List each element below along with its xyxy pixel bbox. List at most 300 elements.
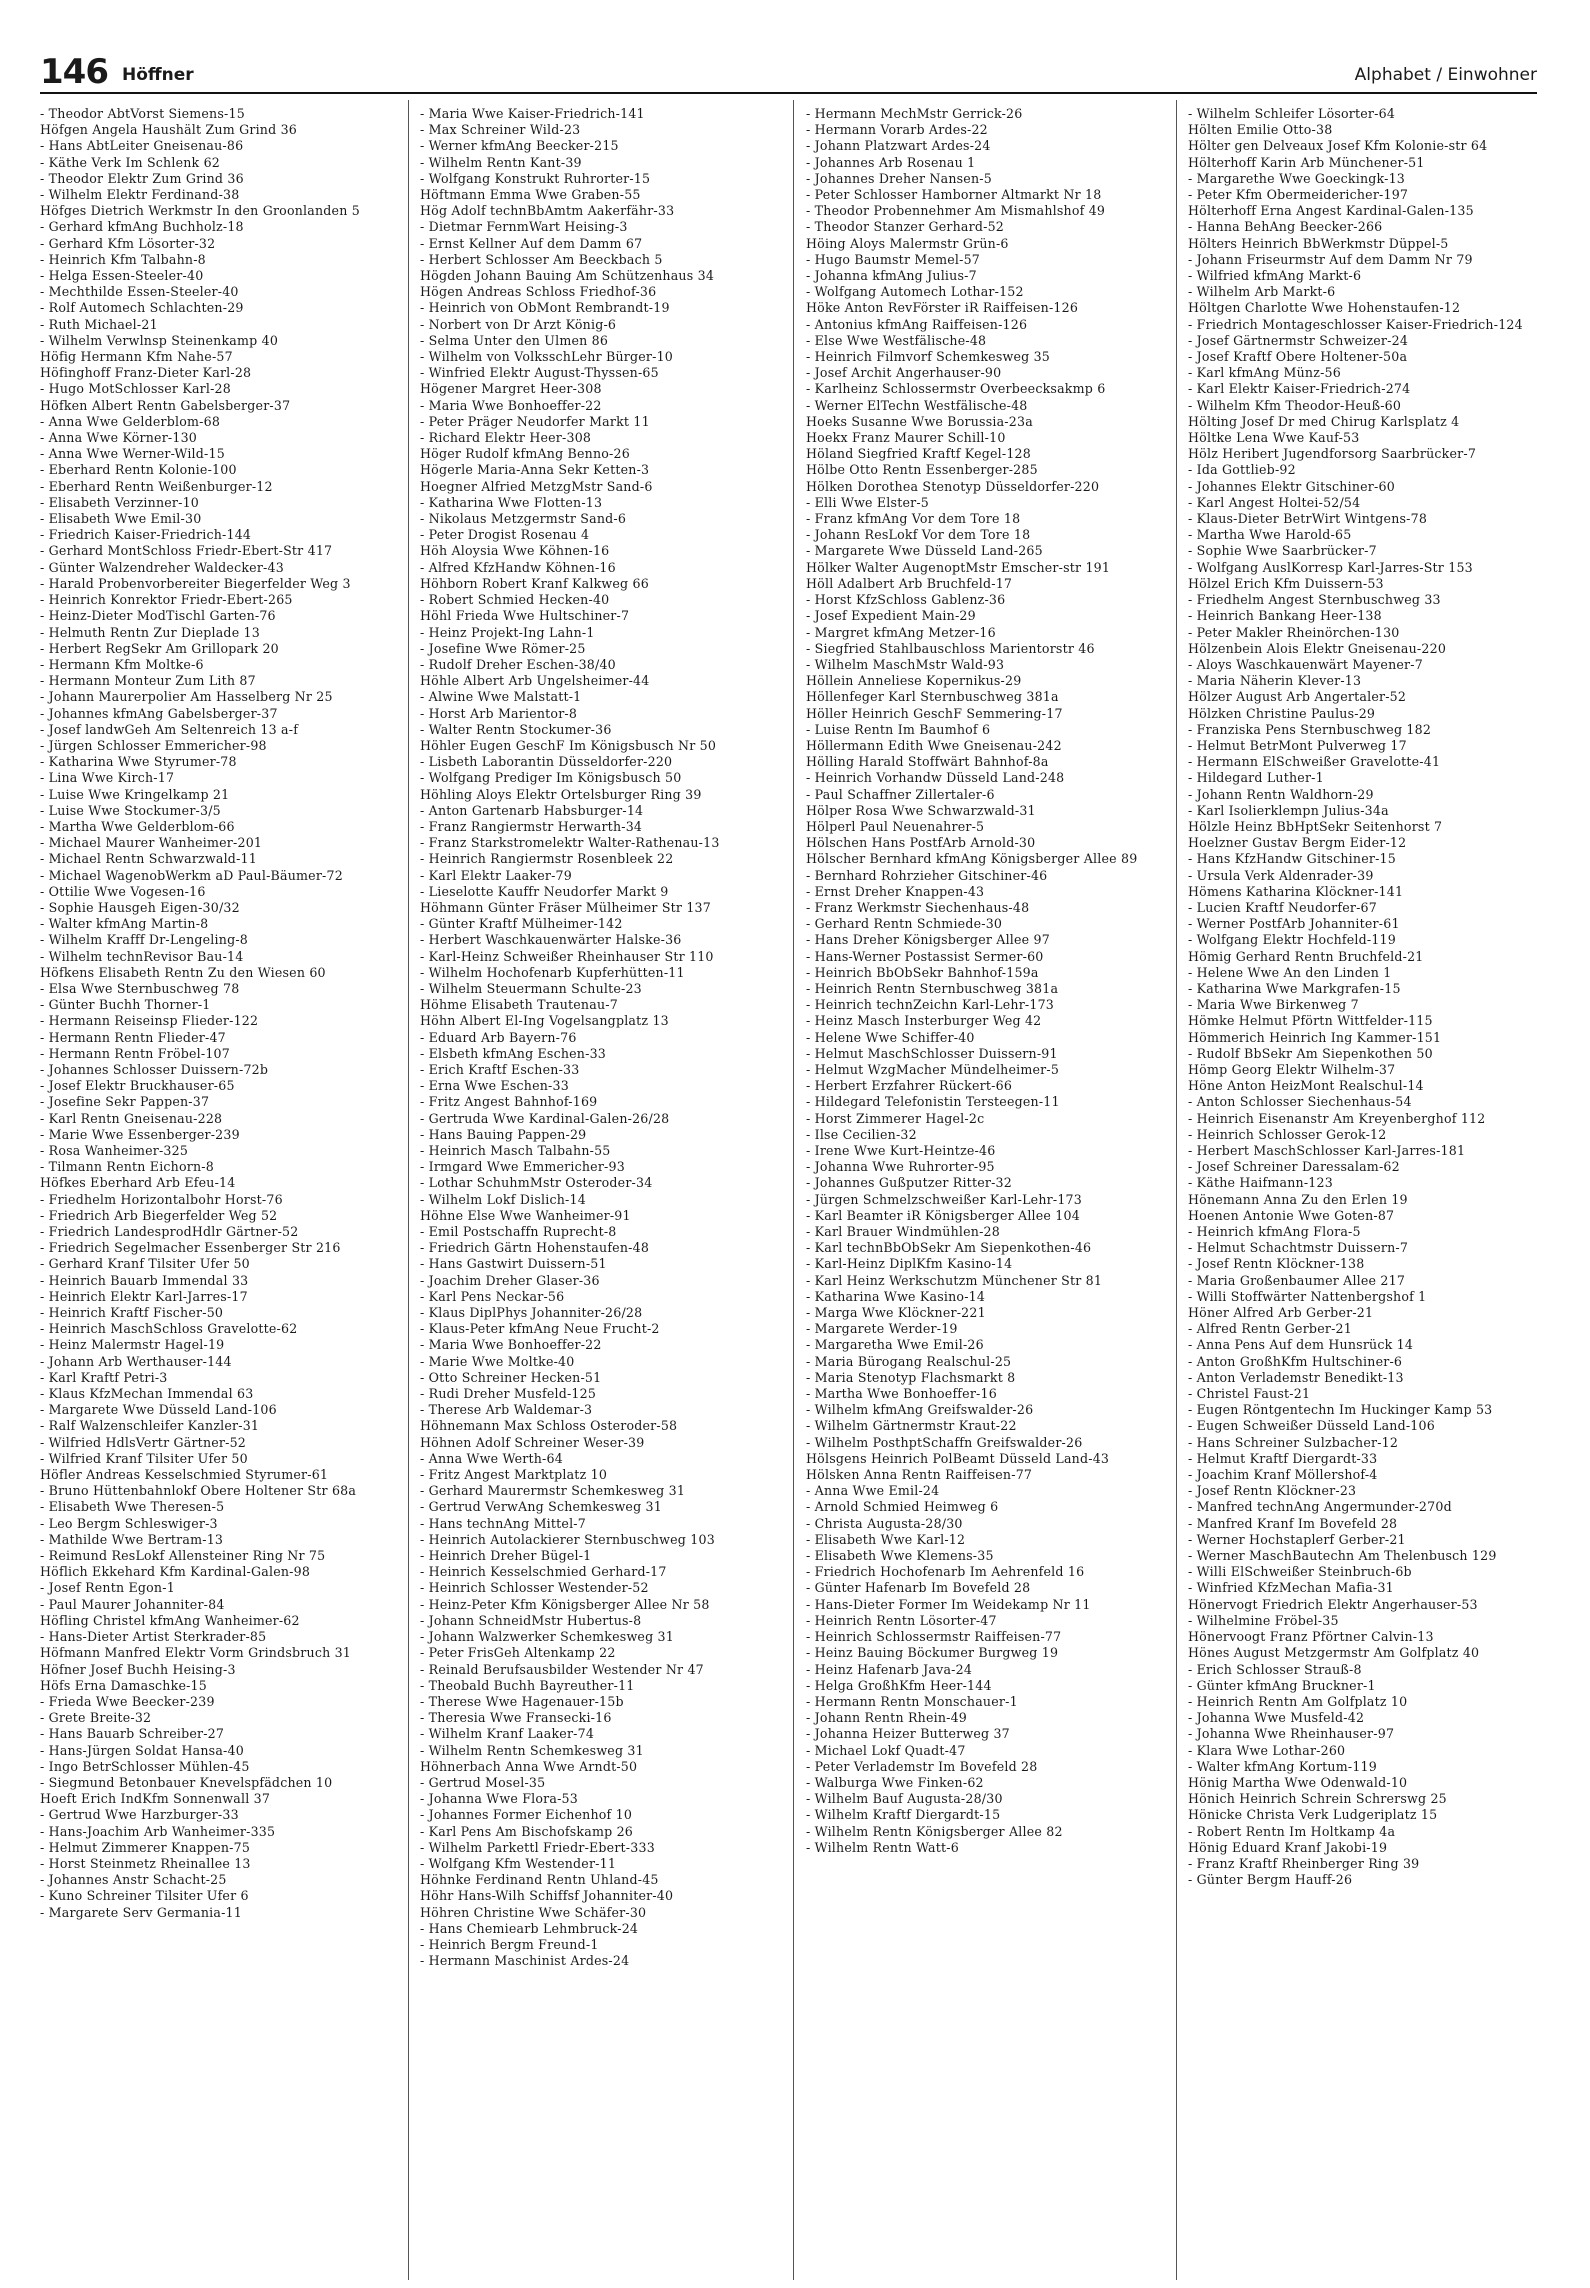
directory-entry: Höhmann Günter Fräser Mülheimer Str 137: [420, 899, 711, 915]
directory-entry: - Hermann Reiseinsp Flieder-122: [40, 1013, 259, 1029]
directory-entry: - Josefine Wwe Römer-25: [420, 640, 586, 656]
directory-entry: - Anna Wwe Gelderblom-68: [40, 413, 221, 429]
directory-entry: Höke Anton RevFörster iR Raiffeisen-126: [806, 300, 1079, 316]
directory-entry: - Hildegard Luther-1: [1188, 770, 1324, 786]
directory-entry: - Grete Breite-32: [40, 1710, 152, 1726]
directory-entry: - Karl Rentn Gneisenau-228: [40, 1110, 223, 1126]
directory-entry: Hönicke Christa Verk Ludgeriplatz 15: [1188, 1807, 1438, 1823]
directory-entry: Hömens Katharina Klöckner-141: [1188, 883, 1404, 899]
directory-entry: - Theodor AbtVorst Siemens-15: [40, 106, 245, 121]
directory-entry: - Josef Archit Angerhauser-90: [806, 365, 1002, 381]
column-divider: [408, 100, 409, 2280]
directory-entry: - Fritz Angest Marktplatz 10: [420, 1467, 608, 1483]
directory-entry: Höller Heinrich GeschF Semmering-17: [806, 705, 1063, 721]
directory-entry: - Werner kfmAng Beecker-215: [420, 138, 619, 154]
directory-entry: - Wilhelm Kraftf Diergardt-15: [806, 1807, 1001, 1823]
directory-entry: - Irmgard Wwe Emmericher-93: [420, 1159, 625, 1175]
directory-entry: - Hans Bauarb Schreiber-27: [40, 1726, 225, 1742]
directory-entry: Hölzken Christine Paulus-29: [1188, 705, 1376, 721]
directory-entry: - Peter Kfm Obermeidericher-197: [1188, 187, 1409, 203]
directory-entry: Höhnerbach Anna Wwe Arndt-50: [420, 1758, 638, 1774]
directory-entry: Höfling Christel kfmAng Wanheimer-62: [40, 1612, 300, 1628]
directory-entry: - Elisabeth Wwe Theresen-5: [40, 1499, 225, 1515]
directory-entry: - Günter Kraftf Mülheimer-142: [420, 916, 623, 932]
directory-entry: - Hermann Rentn Fröbel-107: [40, 1045, 230, 1061]
directory-entry: Höne Anton HeizMont Realschul-14: [1188, 1078, 1424, 1094]
directory-entry: - Wilhelm Bauf Augusta-28/30: [806, 1791, 1003, 1807]
directory-entry: - Lucien Kraftf Neudorfer-67: [1188, 899, 1377, 915]
directory-entry: Höhn Albert El-Ing Vogelsangplatz 13: [420, 1013, 669, 1029]
directory-entry: - Theresia Wwe Fransecki-16: [420, 1710, 612, 1726]
directory-entry: - Eberhard Rentn Kolonie-100: [40, 462, 237, 478]
directory-entry: Hönervoogt Franz Pförtner Calvin-13: [1188, 1629, 1434, 1645]
running-head-name: Höffner: [122, 65, 194, 85]
directory-entry: - Joachim Dreher Glaser-36: [420, 1272, 600, 1288]
directory-entry: Hönig Martha Wwe Odenwald-10: [1188, 1774, 1408, 1790]
directory-entry: - Josef Kraftf Obere Holtener-50a: [1188, 349, 1408, 365]
directory-entry: - Helmut MaschSchlosser Duissern-91: [806, 1045, 1058, 1061]
directory-entry: - Heinrich kfmAng Flora-5: [1188, 1224, 1361, 1240]
directory-entry: - Wilhelm Hochofenarb Kupferhütten-11: [420, 964, 685, 980]
column-divider: [793, 100, 794, 2280]
directory-entry: - Johannes Arb Rosenau 1: [806, 154, 976, 170]
directory-entry: - Marie Wwe Moltke-40: [420, 1353, 575, 1369]
directory-entry: - Friedrich Kaiser-Friedrich-144: [40, 527, 252, 543]
directory-entry: - Rosa Wanheimer-325: [40, 1143, 189, 1158]
directory-entry: - Herbert Erzfahrer Rückert-66: [806, 1078, 1013, 1094]
directory-entry: - Günter Buchh Thorner-1: [40, 997, 211, 1013]
directory-entry: - Johannes kfmAng Gabelsberger-37: [40, 705, 278, 721]
directory-entry: Hölken Dorothea Stenotyp Düsseldorfer-220: [806, 478, 1100, 494]
directory-entry: - Friedrich LandesprodHdlr Gärtner-52: [40, 1224, 299, 1240]
directory-entry: - Johannes Dreher Nansen-5: [806, 170, 992, 186]
directory-entry: - Paul Schaffner Zillertaler-6: [806, 786, 995, 802]
directory-entry: - Eberhard Rentn Weißenburger-12: [40, 478, 273, 494]
column-divider: [1176, 100, 1177, 2280]
directory-entry: Höfig Hermann Kfm Nahe-57: [40, 349, 233, 365]
directory-entry: - Sophie Wwe Saarbrücker-7: [1188, 543, 1377, 559]
directory-entry: - Otto Schreiner Hecken-51: [420, 1369, 602, 1385]
directory-entry: - Friedhelm Angest Sternbuschweg 33: [1188, 592, 1441, 608]
directory-entry: - Karl-Heinz DiplKfm Kasino-14: [806, 1256, 1013, 1272]
directory-entry: - Elisabeth Wwe Karl-12: [806, 1531, 966, 1547]
directory-entry: - Wilfried Kranf Tilsiter Ufer 50: [40, 1450, 248, 1466]
directory-entry: - Wilhelm PosthptSchaffn Greifswalder-26: [806, 1434, 1083, 1450]
directory-entry: Hölscher Bernhard kfmAng Königsberger Allee 89: [806, 851, 1138, 867]
directory-entry: - Heinrich Schlosser Gerok-12: [1188, 1126, 1387, 1142]
directory-entry: - Herbert Waschkauenwärter Halske-36: [420, 932, 682, 948]
directory-entry: - Ernst Kellner Auf dem Damm 67: [420, 235, 643, 251]
directory-entry: - Fritz Angest Bahnhof-169: [420, 1094, 598, 1110]
directory-entry: - Hanna BehAng Beecker-266: [1188, 219, 1383, 235]
directory-entry: - Margarete Wwe Düsseld Land-265: [806, 543, 1043, 559]
directory-entry: - Elli Wwe Elster-5: [806, 494, 930, 510]
directory-entry: - Karl Pens Am Bischofskamp 26: [420, 1823, 633, 1839]
directory-entry: - Gerhard Kranf Tilsiter Ufer 50: [40, 1256, 250, 1272]
directory-entry: - Frieda Wwe Beecker-239: [40, 1693, 215, 1709]
directory-entry: Hölschen Hans PostfArb Arnold-30: [806, 835, 1036, 851]
directory-entry: Hömig Gerhard Rentn Bruchfeld-21: [1188, 948, 1424, 964]
directory-entry: - Theodor Probennehmer Am Mismahlshof 49: [806, 203, 1106, 219]
directory-entry: - Hans KfzHandw Gitschiner-15: [1188, 851, 1396, 867]
directory-entry: Hönemann Anna Zu den Erlen 19: [1188, 1191, 1408, 1207]
directory-entry: - Katharina Wwe Flotten-13: [420, 494, 603, 510]
directory-entry: Hölters Heinrich BbWerkmstr Düppel-5: [1188, 235, 1449, 251]
directory-entry: - Wilfried kfmAng Markt-6: [1188, 268, 1362, 284]
directory-entry: - Manfred technAng Angermunder-270d: [1188, 1499, 1452, 1515]
directory-entry: - Selma Unter den Ulmen 86: [420, 332, 609, 348]
directory-entry: - Klara Wwe Lothar-260: [1188, 1742, 1346, 1758]
directory-entry: - Joachim Kranf Möllershof-4: [1188, 1467, 1378, 1483]
directory-entry: Hoekx Franz Maurer Schill-10: [806, 430, 1006, 446]
directory-entry: - Wilfried HdlsVertr Gärtner-52: [40, 1434, 247, 1450]
directory-entry: - Katharina Wwe Styrumer-78: [40, 754, 237, 770]
directory-entry: Höfmann Manfred Elektr Vorm Grindsbruch 31: [40, 1645, 352, 1661]
directory-entry: - Maria Näherin Klever-13: [1188, 673, 1362, 689]
directory-entry: - Josef Rentn Egon-1: [40, 1580, 175, 1596]
directory-entry: - Gertrud VerwAng Schemkesweg 31: [420, 1499, 662, 1515]
directory-entry: - Helene Wwe Schiffer-40: [806, 1029, 975, 1045]
directory-entry: - Johann Friseurmstr Auf dem Damm Nr 79: [1188, 251, 1473, 267]
directory-entry: - Wilhelm Parkettl Friedr-Ebert-333: [420, 1839, 655, 1855]
directory-entry: - Josefine Sekr Pappen-37: [40, 1094, 210, 1110]
directory-entry: Höhren Christine Wwe Schäfer-30: [420, 1904, 647, 1920]
directory-entry: Hölz Heribert Jugendforsorg Saarbrücker-7: [1188, 446, 1477, 462]
directory-entry: - Wilhelm Gärtnermstr Kraut-22: [806, 1418, 1017, 1434]
directory-entry: - Heinrich Rentn Sternbuschweg 381a: [806, 980, 1059, 996]
directory-entry: - Franz Werkmstr Siechenhaus-48: [806, 899, 1030, 915]
directory-entry: - Walter Rentn Stockumer-36: [420, 721, 612, 737]
directory-entry: - Lina Wwe Kirch-17: [40, 770, 175, 786]
directory-entry: - Margarete Serv Germania-11: [40, 1904, 242, 1920]
directory-entry: - Hermann Vorarb Ardes-22: [806, 122, 988, 138]
directory-entry: - Michael WagenobWerkm aD Paul-Bäumer-72: [40, 867, 343, 883]
directory-entry: Högerle Maria-Anna Sekr Ketten-3: [420, 462, 650, 478]
directory-entry: Höfken Albert Rentn Gabelsberger-37: [40, 397, 291, 413]
directory-entry: Hönes August Metzgermstr Am Golfplatz 40: [1188, 1645, 1480, 1661]
directory-entry: - Karl Isolierklempn Julius-34a: [1188, 802, 1389, 818]
directory-entry: - Norbert von Dr Arzt König-6: [420, 316, 617, 332]
directory-entry: - Werner MaschBautechn Am Thelenbusch 129: [1188, 1548, 1497, 1564]
directory-entry: Höhne Else Wwe Wanheimer-91: [420, 1207, 631, 1223]
directory-entry: - Rolf Automech Schlachten-29: [40, 300, 244, 316]
directory-entry: - Wilhelm von VolksschLehr Bürger-10: [420, 349, 674, 365]
directory-entry: - Helmut Kraftf Diergardt-33: [1188, 1450, 1378, 1466]
directory-entry: - Siegmund Betonbauer Knevelspfädchen 10: [40, 1774, 333, 1790]
directory-entry: - Josef Rentn Klöckner-23: [1188, 1483, 1357, 1499]
directory-entry: Hoeft Erich IndKfm Sonnenwall 37: [40, 1791, 271, 1807]
directory-entry: Höftmann Emma Wwe Graben-55: [420, 187, 641, 203]
directory-entry: - Johann Rentn Rhein-49: [806, 1710, 968, 1726]
directory-entry: - Margaretha Wwe Emil-26: [806, 1337, 984, 1353]
directory-entry: Hölling Harald Stoffwärt Bahnhof-8a: [806, 754, 1049, 770]
directory-entry: - Luise Wwe Stockumer-3/5: [40, 802, 221, 818]
directory-entry: Hölsgens Heinrich PolBeamt Düsseld Land-43: [806, 1450, 1110, 1466]
directory-entry: Hölperl Paul Neuenahrer-5: [806, 818, 985, 834]
directory-entry: - Johann ResLokf Vor dem Tore 18: [806, 527, 1031, 543]
directory-entry: - Günter Walzendreher Waldecker-43: [40, 559, 284, 575]
directory-entry: - Elisabeth Wwe Klemens-35: [806, 1548, 994, 1564]
directory-entry: - Mathilde Wwe Bertram-13: [40, 1531, 224, 1547]
directory-entry: - Willi Stoffwärter Nattenbergshof 1: [1188, 1288, 1427, 1304]
directory-entry: - Horst KfzSchloss Gablenz-36: [806, 592, 1006, 608]
directory-entry: - Alwine Wwe Malstatt-1: [420, 689, 582, 705]
directory-entry: - Horst Steinmetz Rheinallee 13: [40, 1855, 251, 1871]
directory-entry: - Wilhelm Steuermann Schulte-23: [420, 980, 642, 996]
directory-entry: - Wilhelm Rentn Schemkesweg 31: [420, 1742, 644, 1758]
directory-entry: - Herbert Schlosser Am Beeckbach 5: [420, 251, 663, 267]
directory-entry: Hönig Eduard Kranf Jakobi-19: [1188, 1839, 1388, 1855]
directory-entry: - Anton Schlosser Siechenhaus-54: [1188, 1094, 1412, 1110]
directory-entry: - Eugen Röntgentechn Im Huckinger Kamp 53: [1188, 1402, 1493, 1418]
directory-entry: Höfinghoff Franz-Dieter Karl-28: [40, 365, 252, 381]
directory-entry: - Johanna kfmAng Julius-7: [806, 268, 977, 284]
directory-entry: - Antonius kfmAng Raiffeisen-126: [806, 316, 1028, 332]
directory-entry: - Josef Gärtnermstr Schweizer-24: [1188, 332, 1409, 348]
directory-entry: - Bernhard Rohrzieher Gitschiner-46: [806, 867, 1048, 883]
directory-entry: - Heinrich Kesselschmied Gerhard-17: [420, 1564, 667, 1580]
directory-entry: - Heinrich Schlossermstr Raiffeisen-77: [806, 1629, 1062, 1645]
directory-entry: Höltgen Charlotte Wwe Hohenstaufen-12: [1188, 300, 1461, 316]
directory-entry: - Manfred Kranf Im Bovefeld 28: [1188, 1515, 1398, 1531]
directory-entry: - Helga GroßhKfm Heer-144: [806, 1677, 992, 1693]
directory-entry: - Heinrich Masch Talbahn-55: [420, 1143, 611, 1158]
directory-entry: Hömmerich Heinrich Ing Kammer-151: [1188, 1029, 1442, 1045]
directory-entry: - Hugo Baumstr Memel-57: [806, 251, 981, 267]
directory-entry: - Günter kfmAng Bruckner-1: [1188, 1677, 1376, 1693]
directory-entry: - Mechthilde Essen-Steeler-40: [40, 284, 239, 300]
directory-entry: - Hermann ElSchweißer Gravelotte-41: [1188, 754, 1441, 770]
directory-entry: - Karl kfmAng Münz-56: [1188, 365, 1341, 381]
directory-entry: Hönervogt Friedrich Elektr Angerhauser-53: [1188, 1596, 1478, 1612]
directory-entry: - Klaus KfzMechan Immendal 63: [40, 1386, 254, 1402]
directory-entry: - Heinrich Bauarb Immendal 33: [40, 1272, 249, 1288]
directory-entry: - Nikolaus Metzgermstr Sand-6: [420, 511, 627, 527]
directory-entry: - Ottilie Wwe Vogesen-16: [40, 883, 206, 899]
directory-entry: - Arnold Schmied Heimweg 6: [806, 1499, 999, 1515]
directory-entry: - Karl Kraftf Petri-3: [40, 1369, 168, 1385]
directory-entry: - Herbert MaschSchlosser Karl-Jarres-181: [1188, 1143, 1466, 1158]
directory-entry: - Margarete Wwe Düsseld Land-106: [40, 1402, 277, 1418]
directory-entry: Höflich Ekkehard Kfm Kardinal-Galen-98: [40, 1564, 311, 1580]
directory-entry: - Heinz-Dieter ModTischl Garten-76: [40, 608, 276, 624]
directory-entry: Hölsken Anna Rentn Raiffeisen-77: [806, 1467, 1033, 1483]
directory-entry: - Robert Rentn Im Holtkamp 4a: [1188, 1823, 1396, 1839]
directory-entry: - Wolfgang Kfm Westender-11: [420, 1855, 617, 1871]
directory-entry: - Anna Wwe Emil-24: [806, 1483, 940, 1499]
directory-entry: - Johanna Wwe Flora-53: [420, 1791, 578, 1807]
directory-entry: - Wilhelm Verwlnsp Steinenkamp 40: [40, 332, 279, 348]
directory-entry: - Helga Essen-Steeler-40: [40, 268, 204, 284]
directory-entry: - Alfred Rentn Gerber-21: [1188, 1321, 1352, 1337]
directory-entry: - Heinrich Elektr Karl-Jarres-17: [40, 1288, 248, 1304]
directory-entry: - Ingo BetrSchlosser Mühlen-45: [40, 1758, 250, 1774]
directory-entry: - Elsbeth kfmAng Eschen-33: [420, 1045, 607, 1061]
directory-entry: - Johann Walzwerker Schemkesweg 31: [420, 1629, 674, 1645]
directory-entry: - Leo Bergm Schleswiger-3: [40, 1515, 218, 1531]
directory-entry: - Gerhard kfmAng Buchholz-18: [40, 219, 244, 235]
directory-entry: - Karl Heinz Werkschutzm Münchener Str 81: [806, 1272, 1103, 1288]
directory-entry: - Peter FrisGeh Altenkamp 22: [420, 1645, 616, 1661]
directory-entry: - Hermann Kfm Moltke-6: [40, 656, 204, 672]
directory-entry: - Peter Drogist Rosenau 4: [420, 527, 590, 543]
directory-entry: Hög Adolf technBbAmtm Aakerfähr-33: [420, 203, 675, 219]
directory-entry: - Josef Schreiner Daressalam-62: [1188, 1159, 1400, 1175]
directory-entry: - Jürgen Schmelzschweißer Karl-Lehr-173: [806, 1191, 1082, 1207]
directory-entry: - Wolfgang Automech Lothar-152: [806, 284, 1024, 300]
directory-entry: - Gertruda Wwe Kardinal-Galen-26/28: [420, 1110, 670, 1126]
directory-entry: - Margret kfmAng Metzer-16: [806, 624, 996, 640]
directory-entry: - Heinrich Filmvorf Schemkesweg 35: [806, 349, 1051, 365]
directory-entry: - Franz kfmAng Vor dem Tore 18: [806, 511, 1021, 527]
directory-entry: - Karl technBbObSekr Am Siepenkothen-46: [806, 1240, 1092, 1256]
directory-entry: - Hermann Monteur Zum Lith 87: [40, 673, 256, 689]
directory-entry: Höhle Albert Arb Ungelsheimer-44: [420, 673, 650, 689]
directory-entry: Hölter gen Delveaux Josef Kfm Kolonie-str 64: [1188, 138, 1488, 154]
directory-entry: - Therese Wwe Hagenauer-15b: [420, 1693, 624, 1709]
directory-entry: - Gertrud Wwe Harzburger-33: [40, 1807, 239, 1823]
directory-entry: - Hans Dreher Königsberger Allee 97: [806, 932, 1050, 948]
directory-entry: - Heinrich Rentn Am Golfplatz 10: [1188, 1693, 1408, 1709]
directory-entry: - Heinrich Autolackierer Sternbuschweg 103: [420, 1531, 715, 1547]
directory-entry: - Winfried KfzMechan Mafia-31: [1188, 1580, 1394, 1596]
directory-entry: - Gerhard MontSchloss Friedr-Ebert-Str 417: [40, 543, 333, 559]
directory-entry: - Heinz Bauing Böckumer Burgweg 19: [806, 1645, 1059, 1661]
directory-entry: - Wilhelm Kranf Laaker-74: [420, 1726, 595, 1742]
directory-entry: - Tilmann Rentn Eichorn-8: [40, 1159, 214, 1175]
directory-entry: - Peter Makler Rheinörchen-130: [1188, 624, 1400, 640]
directory-entry: - Heinrich Kraftf Fischer-50: [40, 1305, 224, 1321]
directory-entry: - Anna Wwe Werth-64: [420, 1450, 563, 1466]
directory-entry: - Lothar SchuhmMstr Osteroder-34: [420, 1175, 653, 1191]
directory-entry: - Wolfgang Elektr Hochfeld-119: [1188, 932, 1396, 948]
directory-entry: - Heinrich Eisenanstr Am Kreyenberghof 112: [1188, 1110, 1486, 1126]
directory-entry: - Hildegard Telefonistin Tersteegen-11: [806, 1094, 1060, 1110]
directory-entry: - Anton Verlademstr Benedikt-13: [1188, 1369, 1404, 1385]
directory-entry: - Horst Arb Marientor-8: [420, 705, 578, 721]
directory-entry: - Heinz Malermstr Hagel-19: [40, 1337, 225, 1353]
directory-entry: - Hans-Dieter Artist Sterkrader-85: [40, 1629, 267, 1645]
directory-entry: - Helmut Schachtmstr Duissern-7: [1188, 1240, 1409, 1256]
directory-entry: - Hermann MechMstr Gerrick-26: [806, 106, 1023, 121]
directory-entry: - Harald Probenvorbereiter Biegerfelder Weg 3: [40, 575, 351, 591]
directory-entry: Hölting Josef Dr med Chirug Karlsplatz 4: [1188, 413, 1460, 429]
directory-entry: - Theodor Stanzer Gerhard-52: [806, 219, 1005, 235]
directory-column-2: [420, 106, 778, 2281]
directory-entry: - Therese Arb Waldemar-3: [420, 1402, 593, 1418]
directory-entry: - Anton GroßhKfm Hultschiner-6: [1188, 1353, 1403, 1369]
directory-entry: - Heinrich Rentn Lösorter-47: [806, 1612, 997, 1628]
directory-entry: - Ida Gottlieb-92: [1188, 462, 1296, 478]
directory-entry: - Maria Wwe Bonhoeffer-22: [420, 1337, 602, 1353]
directory-entry: - Walter kfmAng Kortum-119: [1188, 1758, 1377, 1774]
directory-entry: - Reinald Berufsausbilder Westender Nr 47: [420, 1661, 704, 1677]
directory-entry: - Walburga Wwe Finken-62: [806, 1774, 984, 1790]
directory-entry: - Herbert RegSekr Am Grillopark 20: [40, 640, 279, 656]
directory-entry: - Karl Elektr Laaker-79: [420, 867, 572, 883]
directory-entry: - Anna Wwe Werner-Wild-15: [40, 446, 225, 462]
directory-entry: - Marie Wwe Essenberger-239: [40, 1126, 240, 1142]
directory-entry: - Lisbeth Laborantin Düsseldorfer-220: [420, 754, 673, 770]
directory-entry: - Jürgen Schlosser Emmericher-98: [40, 737, 267, 753]
directory-column-4: [1188, 106, 1546, 2281]
directory-entry: - Max Schreiner Wild-23: [420, 122, 581, 138]
directory-entry: - Heinrich Kfm Talbahn-8: [40, 251, 206, 267]
directory-entry: - Heinz Hafenarb Java-24: [806, 1661, 973, 1677]
directory-entry: - Michael Lokf Quadt-47: [806, 1742, 966, 1758]
directory-entry: Hölzel Erich Kfm Duissern-53: [1188, 575, 1384, 591]
directory-entry: Höllenfeger Karl Sternbuschweg 381a: [806, 689, 1059, 705]
directory-entry: - Eugen Schweißer Düsseld Land-106: [1188, 1418, 1435, 1434]
directory-entry: - Hans technAng Mittel-7: [420, 1515, 586, 1531]
directory-entry: - Johanna Wwe Ruhrorter-95: [806, 1159, 995, 1175]
directory-entry: Hönich Heinrich Schrein Schrerswg 25: [1188, 1791, 1447, 1807]
directory-entry: - Maria Wwe Birkenweg 7: [1188, 997, 1359, 1013]
directory-entry: - Peter Schlosser Hamborner Altmarkt Nr 18: [806, 187, 1102, 203]
directory-entry: Hölten Emilie Otto-38: [1188, 122, 1333, 138]
directory-entry: Hoenen Antonie Wwe Goten-87: [1188, 1207, 1395, 1223]
directory-entry: - Reimund ResLokf Allensteiner Ring Nr 75: [40, 1548, 326, 1564]
directory-entry: Höhnemann Max Schloss Osteroder-58: [420, 1418, 678, 1434]
directory-entry: Höhme Elisabeth Trautenau-7: [420, 997, 618, 1013]
directory-entry: - Maria Wwe Kaiser-Friedrich-141: [420, 106, 645, 121]
directory-entry: - Wilhelm Rentn Königsberger Allee 82: [806, 1823, 1063, 1839]
directory-entry: - Alfred KfzHandw Köhnen-16: [420, 559, 616, 575]
directory-entry: Högen Andreas Schloss Friedhof-36: [420, 284, 657, 300]
directory-entry: - Luise Rentn Im Baumhof 6: [806, 721, 991, 737]
directory-entry: - Johannes Gußputzer Ritter-32: [806, 1175, 1012, 1191]
directory-entry: - Luise Wwe Kringelkamp 21: [40, 786, 230, 802]
directory-entry: - Peter Präger Neudorfer Markt 11: [420, 413, 650, 429]
directory-entry: - Erna Wwe Eschen-33: [420, 1078, 569, 1094]
directory-entry: - Johanna Wwe Musfeld-42: [1188, 1710, 1365, 1726]
directory-entry: Höfs Erna Damaschke-15: [40, 1677, 207, 1693]
directory-entry: - Christel Faust-21: [1188, 1386, 1311, 1402]
directory-entry: - Hans-Joachim Arb Wanheimer-335: [40, 1823, 276, 1839]
directory-entry: - Josef landwGeh Am Seltenreich 13 a-f: [40, 721, 299, 737]
directory-entry: - Heinrich Bankang Heer-138: [1188, 608, 1382, 624]
directory-entry: - Friedhelm Horizontalbohr Horst-76: [40, 1191, 283, 1207]
directory-entry: - Ruth Michael-21: [40, 316, 158, 332]
directory-entry: - Hans-Werner Postassist Sermer-60: [806, 948, 1044, 964]
directory-entry: - Martha Wwe Bonhoeffer-16: [806, 1386, 997, 1402]
directory-entry: - Heinrich Vorhandw Düsseld Land-248: [806, 770, 1065, 786]
directory-entry: - Heinrich MaschSchloss Gravelotte-62: [40, 1321, 298, 1337]
directory-entry: - Margarete Werder-19: [806, 1321, 958, 1337]
directory-entry: - Josef Expedient Main-29: [806, 608, 976, 624]
directory-entry: - Karl Pens Neckar-56: [420, 1288, 565, 1304]
directory-entry: Höhl Frieda Wwe Hultschiner-7: [420, 608, 630, 624]
directory-entry: - Hugo MotSchlosser Karl-28: [40, 381, 231, 397]
section-title: Alphabet / Einwohner: [1354, 65, 1537, 85]
directory-entry: - Johann Arb Werthauser-144: [40, 1353, 232, 1369]
directory-entry: - Wilhelm Arb Markt-6: [1188, 284, 1336, 300]
directory-entry: - Winfried Elektr August-Thyssen-65: [420, 365, 659, 381]
directory-entry: - Hans Chemiearb Lehmbruck-24: [420, 1920, 639, 1936]
directory-entry: - Karl Brauer Windmühlen-28: [806, 1224, 1000, 1240]
directory-entry: - Heinrich Rangiermstr Rosenbleek 22: [420, 851, 674, 867]
directory-entry: - Johann Rentn Waldhorn-29: [1188, 786, 1374, 802]
directory-entry: - Wilhelm Lokf Dislich-14: [420, 1191, 586, 1207]
directory-entry: - Werner ElTechn Westfälische-48: [806, 397, 1028, 413]
directory-entry: - Gertrud Mosel-35: [420, 1774, 546, 1790]
directory-entry: Höing Aloys Malermstr Grün-6: [806, 235, 1009, 251]
directory-entry: Höll Adalbert Arb Bruchfeld-17: [806, 575, 1013, 591]
directory-entry: - Heinrich Bergm Freund-1: [420, 1936, 599, 1952]
directory-entry: Högener Margret Heer-308: [420, 381, 602, 397]
directory-entry: - Lieselotte Kauffr Neudorfer Markt 9: [420, 883, 669, 899]
directory-entry: - Helene Wwe An den Linden 1: [1188, 964, 1392, 980]
